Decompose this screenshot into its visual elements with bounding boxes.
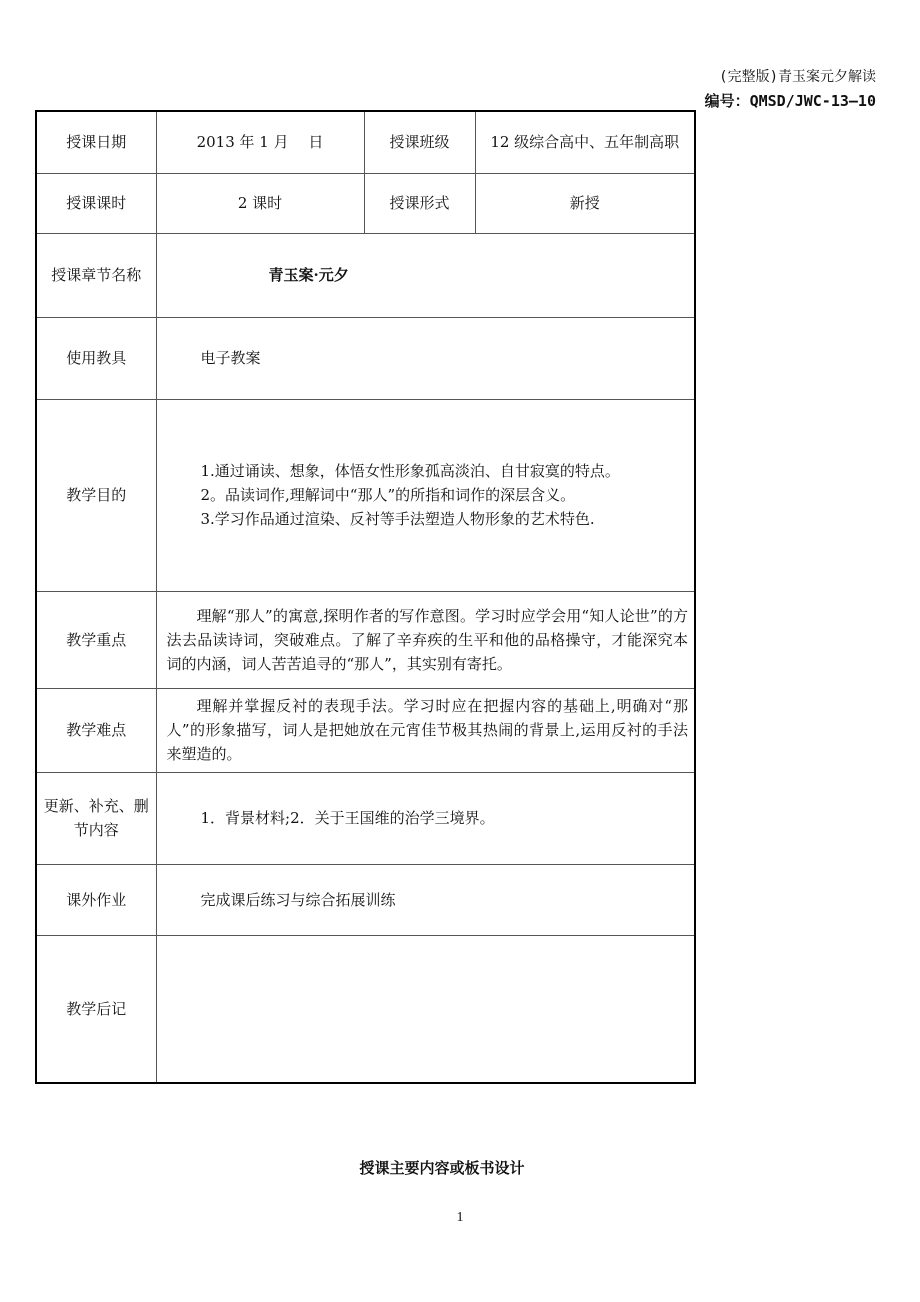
page-number: 1: [456, 1210, 464, 1225]
key-points-label: 教学重点: [36, 591, 156, 688]
objective-item: 3.学习作品通过渲染、反衬等手法塑造人物形象的艺术特色.: [200, 510, 595, 528]
objectives-list: [156, 399, 695, 591]
updates-value: 1．背景材料;2．关于王国维的治学三境界。: [156, 772, 695, 864]
table-row: [36, 591, 695, 688]
table-row: [36, 935, 695, 1083]
class-label: 授课班级: [364, 111, 475, 173]
updates-label: 更新、补充、删节内容: [36, 772, 156, 864]
board-design-title: 授课主要内容或板书设计: [359, 1159, 525, 1177]
class-value: 12 级综合高中、五年制高职: [475, 111, 695, 173]
objective-item: 1.通过诵读、想象，体悟女性形象孤高淡泊、自甘寂寞的特点。: [200, 462, 620, 480]
document-title: (完整版)青玉案元夕解读: [719, 69, 876, 85]
date-label: 授课日期: [36, 111, 156, 173]
reflection-value: [156, 935, 695, 1083]
chapter-title: 青玉案·元夕: [156, 233, 695, 317]
difficulties-label: 教学难点: [36, 688, 156, 772]
lesson-plan-table: [35, 110, 696, 1084]
objectives-label: 教学目的: [36, 399, 156, 591]
form-value: 新授: [475, 173, 695, 233]
difficulties-text-cell: [156, 688, 695, 772]
tools-label: 使用教具: [36, 317, 156, 399]
table-row: [36, 233, 695, 317]
homework-label: 课外作业: [36, 864, 156, 935]
homework-value: 完成课后练习与综合拓展训练: [156, 864, 695, 935]
table-row: [36, 688, 695, 772]
table-row: [36, 111, 695, 173]
objective-item: 2。品读词作,理解词中“那人”的所指和词作的深层含义。: [200, 486, 576, 504]
table-row: [36, 317, 695, 399]
table-row: [36, 173, 695, 233]
document-code: 编号：QMSD/JWC-13—10: [704, 92, 876, 110]
reflection-label: 教学后记: [36, 935, 156, 1083]
chapter-label: 授课章节名称: [36, 233, 156, 317]
key-points-text: 理解“那人”的寓意,探明作者的写作意图。学习时应学会用“知人论世”的方法去品读诗词，突破难点。了解了辛弃疾的生平和他的品格操守，才能深究本词的内涵，词人苦苦追寻的“那人”，其实别有寄托。: [166, 606, 688, 673]
table-row: [36, 399, 695, 591]
table-row: [36, 864, 695, 935]
form-label: 授课形式: [364, 173, 475, 233]
tools-value: 电子教案: [156, 317, 695, 399]
table-row: [36, 772, 695, 864]
difficulties-text: 理解并掌握反衬的表现手法。学习时应在把握内容的基础上,明确对“那人”的形象描写，词人是把她放在元宵佳节极其热闹的背景上,运用反衬的手法来塑造的。: [166, 697, 688, 763]
date-value: 2013 年 1 月 日: [156, 111, 364, 173]
key-points-text-cell: [156, 591, 695, 688]
hours-value: 2 课时: [156, 173, 364, 233]
hours-label: 授课课时: [36, 173, 156, 233]
